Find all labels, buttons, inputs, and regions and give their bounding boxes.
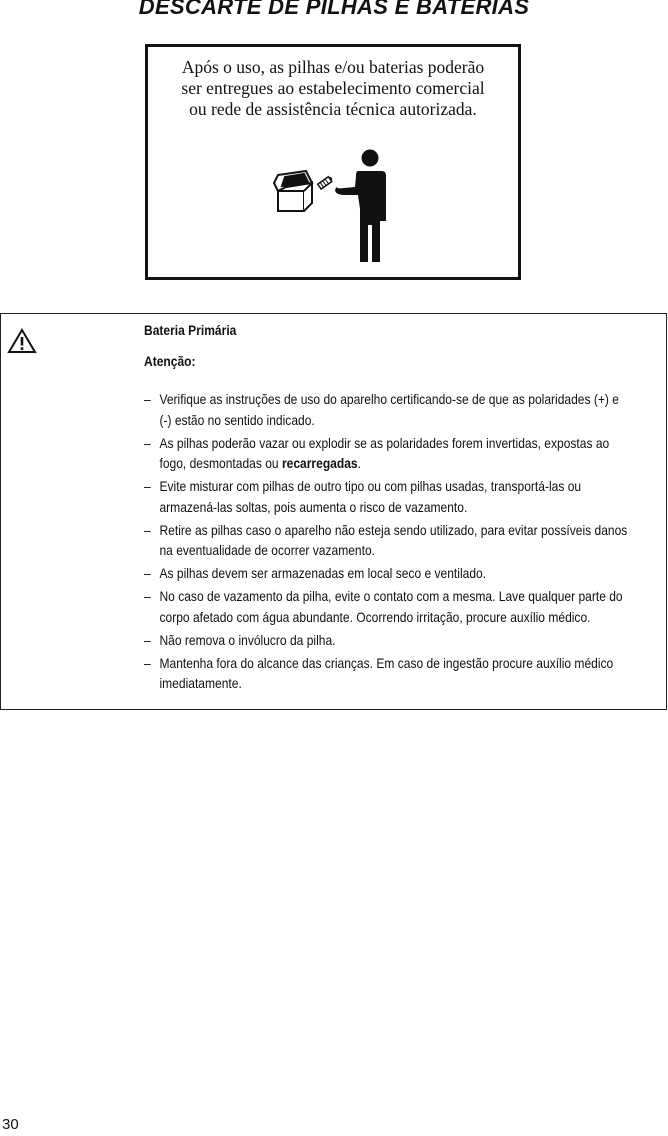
disposal-notice-line: Após o uso, as pilhas e/ou baterias poderão [181, 57, 485, 77]
page-number: 30 [2, 1116, 19, 1133]
warning-item-line: corpo afetado com água abundante. Ocorrendo irritação, procure auxílio médico. [159, 608, 591, 625]
warning-item-line: Evite misturar com pilhas de outro tipo ou com pilhas usadas, transportá-las ou [159, 478, 582, 494]
person-discarding-battery-in-bin-icon [272, 149, 392, 264]
warning-item-line: Mantenha fora do alcance das crianças. Em caso de ingestão procure auxílio médico [159, 654, 614, 671]
attention-label: Atenção: [144, 353, 196, 369]
warning-item-line: (-) estão no sentido indicado. [159, 411, 315, 428]
warning-list [144, 389, 651, 696]
warning-item [144, 653, 651, 694]
disposal-notice-line: ou rede de assistência técnica autorizada. [189, 99, 477, 119]
warning-triangle-icon [7, 328, 37, 354]
list-dash: – [144, 588, 151, 604]
list-dash: – [144, 654, 151, 671]
warning-item-line: As pilhas poderão vazar ou explodir se as polaridades forem invertidas, expostas ao [159, 434, 610, 451]
list-dash: – [144, 521, 151, 538]
warning-item-line: na eventualidade de ocorrer vazamento. [159, 542, 376, 558]
warning-section [0, 313, 667, 710]
warning-item [144, 563, 651, 584]
warning-item-line: Verifique as instruções de uso do aparelho certificando-se de que as polaridades (+) e [159, 391, 619, 407]
list-dash: – [144, 434, 151, 451]
page-title: DESCARTE DE PILHAS E BATERIAS [138, 0, 530, 19]
list-dash: – [144, 631, 151, 648]
warning-item-text: fogo, desmontadas ou [159, 455, 282, 471]
warning-item-line [159, 453, 651, 474]
warning-item [144, 389, 651, 430]
warning-item-line: Retire as pilhas caso o aparelho não esteja sendo utilizado, para evitar possíveis danos [159, 521, 628, 538]
warning-item [144, 520, 651, 561]
warning-item [144, 586, 651, 627]
warning-item-line: Não remova o invólucro da pilha. [159, 631, 336, 648]
warning-item [144, 433, 651, 474]
warning-item-line: armazená-las soltas, pois aumenta o risco de vazamento. [159, 498, 468, 515]
warning-item-text: . [357, 455, 361, 471]
disposal-notice-box [145, 44, 521, 280]
warning-item [144, 630, 651, 651]
emphasis-recarregadas: recarregadas [281, 455, 358, 471]
list-dash: – [144, 565, 151, 581]
warning-item-line: imediatamente. [159, 675, 242, 691]
person-icon [335, 150, 386, 263]
warning-item-line: No caso de vazamento da pilha, evite o contato com a mesma. Lave qualquer parte do [159, 588, 623, 604]
disposal-bin-icon [274, 171, 312, 211]
battery-icon [318, 176, 334, 190]
section-title: Bateria Primária [144, 322, 237, 338]
list-dash: – [144, 478, 151, 494]
disposal-notice-line: ser entregues ao estabelecimento comercial [181, 78, 485, 98]
warning-item-line: As pilhas devem ser armazenadas em local seco e ventilado. [159, 565, 487, 581]
warning-item [144, 476, 651, 517]
disposal-notice-text [148, 57, 518, 120]
list-dash: – [144, 391, 151, 407]
